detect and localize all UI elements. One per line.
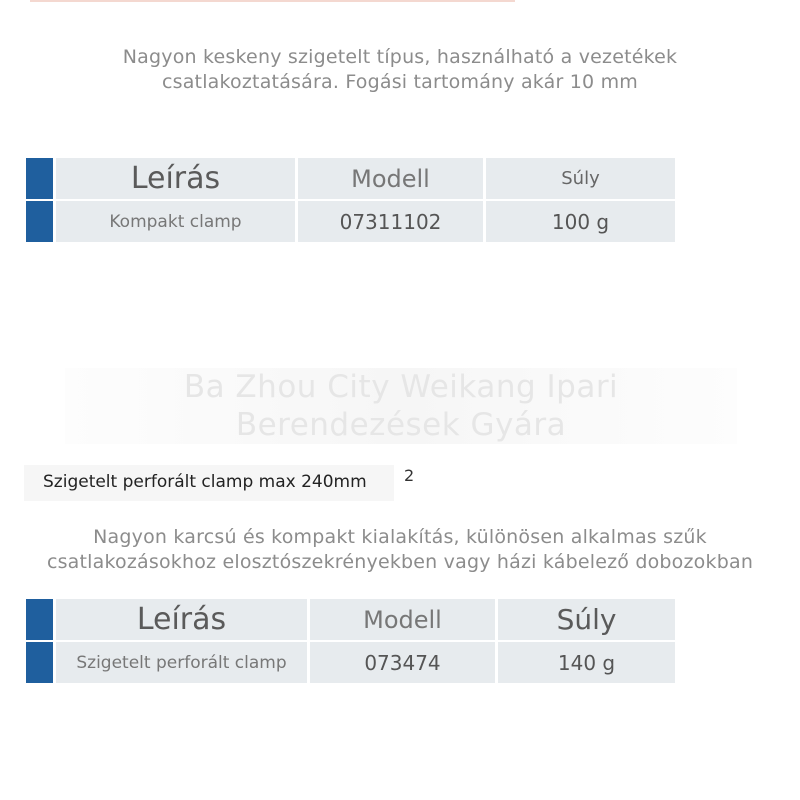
watermark-line: Berendezések Gyára	[235, 407, 567, 443]
row-marker	[26, 642, 53, 683]
section2-superscript: 2	[404, 466, 415, 485]
table-row	[26, 642, 675, 683]
header-cell-weight: Súly	[498, 599, 675, 640]
section2-description-line: csatlakozásokhoz elosztószekrényekben vagy házi kábelező dobozokban	[46, 551, 754, 573]
header-cell-model: Modell	[310, 599, 495, 640]
section1-description-line: csatlakoztatására. Fogási tartomány akár 10 mm	[161, 71, 639, 93]
cell-weight: 100 g	[486, 201, 675, 242]
section2-subtitle: Szigetelt perforált clamp max 240mm	[43, 472, 367, 492]
section1-description-line: Nagyon keskeny szigetelt típus, használható a vezetékek	[122, 46, 678, 68]
company-watermark	[65, 368, 737, 444]
cell-description: Szigetelt perforált clamp	[56, 642, 307, 683]
watermark-line: Ba Zhou City Weikang Ipari	[183, 369, 619, 405]
section1-description	[0, 45, 800, 95]
top-accent-line	[30, 0, 515, 2]
row-marker	[26, 201, 53, 242]
cell-model: 07311102	[298, 201, 483, 242]
header-cell-description: Leírás	[56, 158, 295, 199]
row-marker	[26, 599, 53, 640]
header-cell-description: Leírás	[56, 599, 307, 640]
section2-description	[0, 525, 800, 575]
table-header-row	[26, 599, 675, 640]
table-row	[26, 201, 675, 242]
cell-weight: 140 g	[498, 642, 675, 683]
header-cell-weight: Súly	[486, 158, 675, 199]
cell-description: Kompakt clamp	[56, 201, 295, 242]
section1-spec-table	[26, 158, 675, 242]
section2-description-line: Nagyon karcsú és kompakt kialakítás, különösen alkalmas szűk	[93, 526, 707, 548]
table-header-row	[26, 158, 675, 199]
row-marker	[26, 158, 53, 199]
cell-model: 073474	[310, 642, 495, 683]
section2-spec-table	[26, 599, 675, 683]
header-cell-model: Modell	[298, 158, 483, 199]
